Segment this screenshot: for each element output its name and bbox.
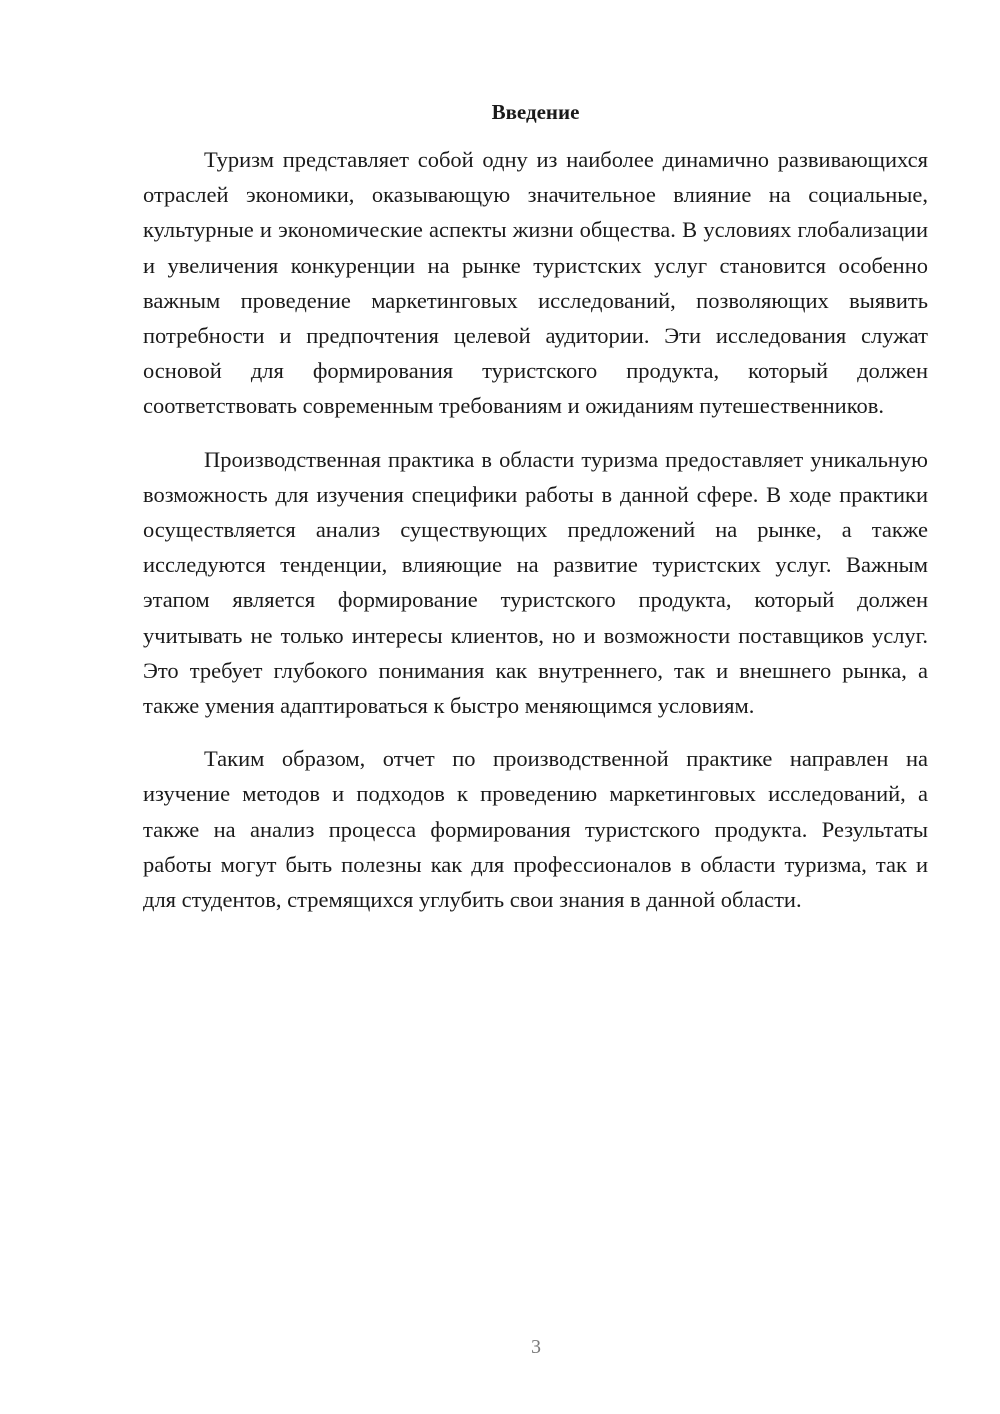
paragraph-3: Таким образом, отчет по производственной практике направлен на изучение методов и подходов к проведению маркетинговых исследований, а также на анализ процесса формирования туристского продукта. Результаты работы могут быть полезны как для профессионалов в области туризма, так и для студентов, стремящихся углубить свои знания в данной области. — [143, 746, 928, 913]
page-number: 3 — [531, 1336, 541, 1358]
section-title: Введение — [491, 100, 580, 124]
page-content — [143, 96, 928, 935]
paragraph-1: Туризм представляет собой одну из наиболее динамично развивающихся отраслей экономики, оказывающую значительное влияние на социальные, культурные и экономические аспекты жизни общества. В условиях глобализации и увеличения конкуренции на рынке туристских услуг становится особенно важным проведение маркетинговых исследований, позволяющих выявить потребности и предпочтения целевой аудитории. Эти исследования служат основой для формирования туристского продукта, который должен соответствовать современным требованиям и ожиданиям путешественников. — [143, 147, 928, 419]
paragraph-2: Производственная практика в области туризма предоставляет уникальную возможность для изучения специфики работы в данной сфере. В ходе практики осуществляется анализ существующих предложений на рынке, а также исследуются тенденции, влияющие на развитие туристских услуг. Важным этапом является формирование туристского продукта, который должен учитывать не только интересы клиентов, но и возможности поставщиков услуг. Это требует глубокого понимания как внутреннего, так и внешнего рынка, а также умения адаптироваться к быстро меняющимся условиям. — [143, 446, 928, 719]
